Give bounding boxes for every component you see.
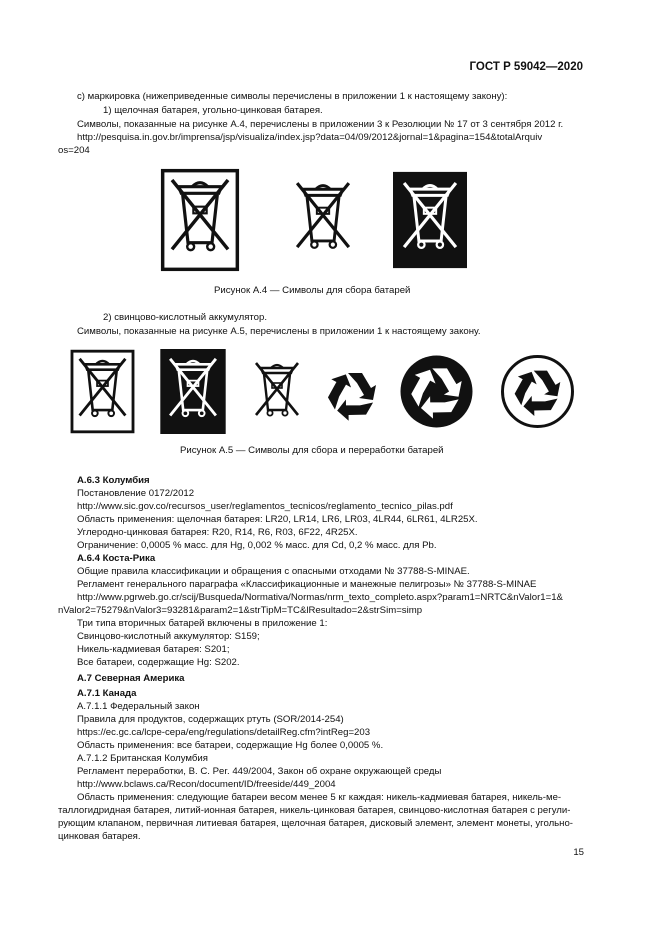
section-north-america-heading: А.7 Северная Америка [77,673,185,684]
crossed-bin-plain-icon [286,172,360,268]
symbols-a5-reference: Символы, показанные на рисунке А.5, перечислены в приложении 1 к настоящему закону. [77,326,481,337]
british-columbia-line: цинковая батарея. [58,831,141,842]
british-columbia-line: Регламент переработки, B. C. Per. 449/2004, Закон об охране окружающей среды [77,766,442,777]
section-canada-heading: А.7.1 Канада [77,688,137,699]
british-columbia-line: таллогидридная батарея, литий-ионная батарея, никель-цинковая батарея, свинцово-кислотная батарея с регули- [58,805,571,816]
figure-a5-caption: Рисунок А.5 — Символы для сбора и переработки батарей [180,445,444,456]
recycle-circle-inverted-icon [399,354,474,429]
canada-line: Область применения: все батареи, содержащие Hg более 0,0005 %. [77,740,384,751]
figure-a4-caption: Рисунок А.4 — Символы для сбора батарей [214,285,411,296]
costa-rica-url-line2[interactable]: nValor2=75279&nValor3=93281&param2=1&strTipM=TC&lResultado=2&strSim=simp [58,605,423,616]
section-costa-rica-heading: А.6.4 Коста-Рика [77,553,156,564]
crossed-bin-framed-icon [160,168,240,272]
british-columbia-url[interactable]: http://www.bclaws.ca/Recon/document/ID/freeside/449_2004 [77,779,336,790]
recycle-circle-outline-icon [500,354,575,429]
british-columbia-line: рующим клапаном, первичная литиевая батарея, щелочная батарея, дисковый элемент, элемент монеты, угольно- [58,818,573,829]
costa-rica-line: Все батареи, содержащие Hg: S202. [77,657,240,668]
section-colombia-heading: А.6.3 Колумбия [77,475,150,486]
marking-item-c: c) маркировка (нижеприведенные символы перечислены в приложении 1 к настоящему закону): [77,91,508,102]
colombia-line: Область применения: щелочная батарея: LR20, LR14, LR6, LR03, 4LR44, 6LR61, 4LR25X. [77,514,478,525]
recycle-icon [318,363,386,427]
colombia-url[interactable]: http://www.sic.gov.co/recursos_user/reglamentos_tecnicos/reglamento_tecnico_pilas.pdf [77,501,453,512]
list-item-2: 2) свинцово-кислотный аккумулятор. [103,312,268,323]
crossed-bin-inverted-icon [393,168,467,272]
list-item-1: 1) щелочная батарея, угольно-цинковая батарея. [103,105,323,116]
british-columbia-heading: А.7.1.2 Британская Колумбия [77,753,208,764]
page-number: 15 [573,847,584,858]
url-pesquisa-line1[interactable]: http://pesquisa.in.gov.br/imprensa/jsp/visualiza/index.jsp?data=04/09/2012&jornal=1&pagina=154&totalArquiv [77,132,543,143]
costa-rica-line: Три типа вторичных батарей включены в приложение 1: [77,618,328,629]
colombia-line: Углеродно-цинковая батарея: R20, R14, R6, R03, 6F22, 4R25X. [77,527,358,538]
symbols-a4-reference: Символы, показанные на рисунке А.4, перечислены в приложении 3 к Резолюции № 17 от 3 сентября 2012 г. [77,119,564,130]
canada-line: Правила для продуктов, содержащих ртуть (SOR/2014-254) [77,714,344,725]
costa-rica-url-line1[interactable]: http://www.pgrweb.go.cr/scij/Busqueda/Normativa/Normas/nrm_texto_completo.aspx?param1=NRTC&nValor1=1& [77,592,563,603]
costa-rica-line: Общие правила классификации и обращения с опасными отходами № 37788-S-MINAE. [77,566,470,577]
costa-rica-line: Никель-кадмиевая батарея: S201; [77,644,230,655]
crossed-bin-framed-icon [69,349,136,434]
canada-line: А.7.1.1 Федеральный закон [77,701,200,712]
british-columbia-line: Область применения: следующие батареи весом менее 5 кг каждая: никель-кадмиевая батарея, никель-ме- [77,792,562,803]
crossed-bin-inverted-icon [157,349,229,434]
costa-rica-line: Свинцово-кислотный аккумулятор: S159; [77,631,260,642]
standard-header: ГОСТ Р 59042—2020 [469,61,583,73]
crossed-bin-plain-icon [246,354,308,432]
url-pesquisa-line2[interactable]: os=204 [58,145,90,156]
costa-rica-line: Регламент генерального параграфа «Классификационные и манежные пелигрозы» № 37788-S-MINAE [77,579,537,590]
canada-url[interactable]: https://ec.gc.ca/lcpe-cepa/eng/regulations/detailReg.cfm?intReg=203 [77,727,371,738]
colombia-line: Ограничение: 0,0005 % масс. для Hg, 0,002 % масс. для Cd, 0,2 % масс. для Pb. [77,540,437,551]
colombia-line: Постановление 0172/2012 [77,488,195,499]
